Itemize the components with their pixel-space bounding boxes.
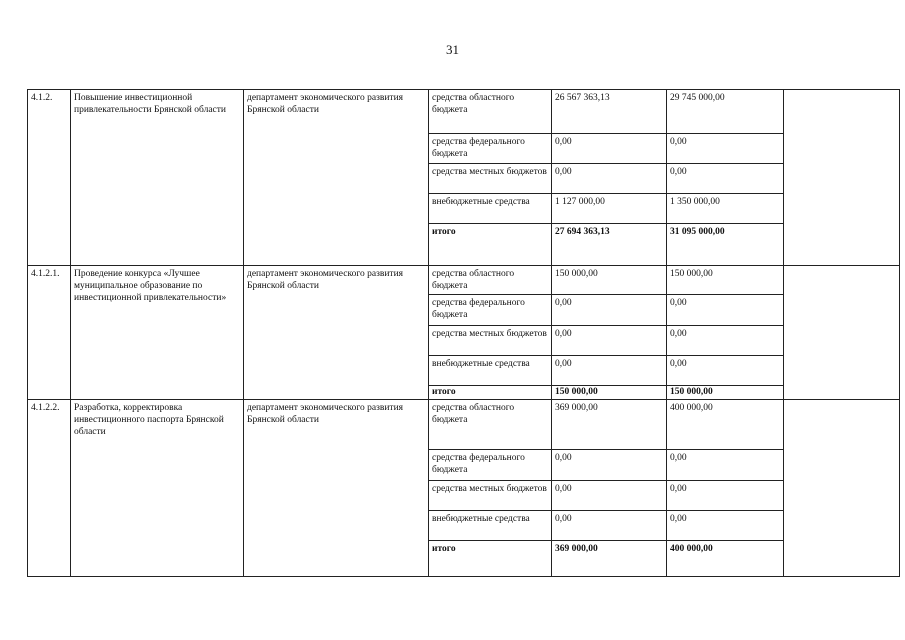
- empty-cell: [784, 90, 900, 266]
- total-label: итого: [429, 541, 552, 577]
- value-col-1: 0,00: [552, 356, 667, 386]
- total-value-2: 400 000,00: [667, 541, 784, 577]
- source-label: средства федерального бюджета: [429, 134, 552, 164]
- source-label: средства федерального бюджета: [429, 450, 552, 481]
- item-name: Повышение инвестиционной привлекательности Брянской области: [71, 90, 244, 266]
- item-code: 4.1.2.: [28, 90, 71, 266]
- value-col-2: 29 745 000,00: [667, 90, 784, 134]
- value-col-1: 0,00: [552, 481, 667, 511]
- item-code: 4.1.2.1.: [28, 266, 71, 400]
- total-value-2: 150 000,00: [667, 386, 784, 400]
- value-col-1: 26 567 363,13: [552, 90, 667, 134]
- budget-table: [27, 89, 900, 577]
- item-name: Разработка, корректировка инвестиционного паспорта Брянской области: [71, 400, 244, 577]
- source-label: внебюджетные средства: [429, 194, 552, 224]
- value-col-1: 0,00: [552, 450, 667, 481]
- total-value-2: 31 095 000,00: [667, 224, 784, 266]
- value-col-1: 0,00: [552, 134, 667, 164]
- source-label: средства областного бюджета: [429, 400, 552, 450]
- table-row: [28, 90, 900, 134]
- item-responsible: департамент экономического развития Брянской области: [244, 90, 429, 266]
- value-col-1: 369 000,00: [552, 400, 667, 450]
- total-value-1: 27 694 363,13: [552, 224, 667, 266]
- source-label: средства областного бюджета: [429, 266, 552, 295]
- value-col-2: 0,00: [667, 164, 784, 194]
- item-responsible: департамент экономического развития Брянской области: [244, 400, 429, 577]
- value-col-1: 0,00: [552, 295, 667, 326]
- total-label: итого: [429, 386, 552, 400]
- source-label: средства областного бюджета: [429, 90, 552, 134]
- item-responsible: департамент экономического развития Брянской области: [244, 266, 429, 400]
- table-row: [28, 266, 900, 295]
- value-col-2: 0,00: [667, 356, 784, 386]
- item-code: 4.1.2.2.: [28, 400, 71, 577]
- source-label: средства местных бюджетов: [429, 164, 552, 194]
- value-col-2: 400 000,00: [667, 400, 784, 450]
- source-label: внебюджетные средства: [429, 356, 552, 386]
- total-value-1: 369 000,00: [552, 541, 667, 577]
- page-number: 31: [446, 42, 459, 57]
- value-col-2: 0,00: [667, 326, 784, 356]
- value-col-2: 1 350 000,00: [667, 194, 784, 224]
- value-col-2: 150 000,00: [667, 266, 784, 295]
- value-col-2: 0,00: [667, 295, 784, 326]
- table-row: [28, 400, 900, 450]
- empty-cell: [784, 266, 900, 400]
- value-col-1: 0,00: [552, 164, 667, 194]
- value-col-2: 0,00: [667, 481, 784, 511]
- value-col-2: 0,00: [667, 450, 784, 481]
- total-value-1: 150 000,00: [552, 386, 667, 400]
- empty-cell: [784, 400, 900, 577]
- source-label: внебюджетные средства: [429, 511, 552, 541]
- value-col-2: 0,00: [667, 511, 784, 541]
- source-label: средства федерального бюджета: [429, 295, 552, 326]
- value-col-1: 150 000,00: [552, 266, 667, 295]
- item-name: Проведение конкурса «Лучшее муниципальное образование по инвестиционной привлекательности»: [71, 266, 244, 400]
- value-col-2: 0,00: [667, 134, 784, 164]
- total-label: итого: [429, 224, 552, 266]
- value-col-1: 0,00: [552, 511, 667, 541]
- source-label: средства местных бюджетов: [429, 326, 552, 356]
- value-col-1: 1 127 000,00: [552, 194, 667, 224]
- value-col-1: 0,00: [552, 326, 667, 356]
- source-label: средства местных бюджетов: [429, 481, 552, 511]
